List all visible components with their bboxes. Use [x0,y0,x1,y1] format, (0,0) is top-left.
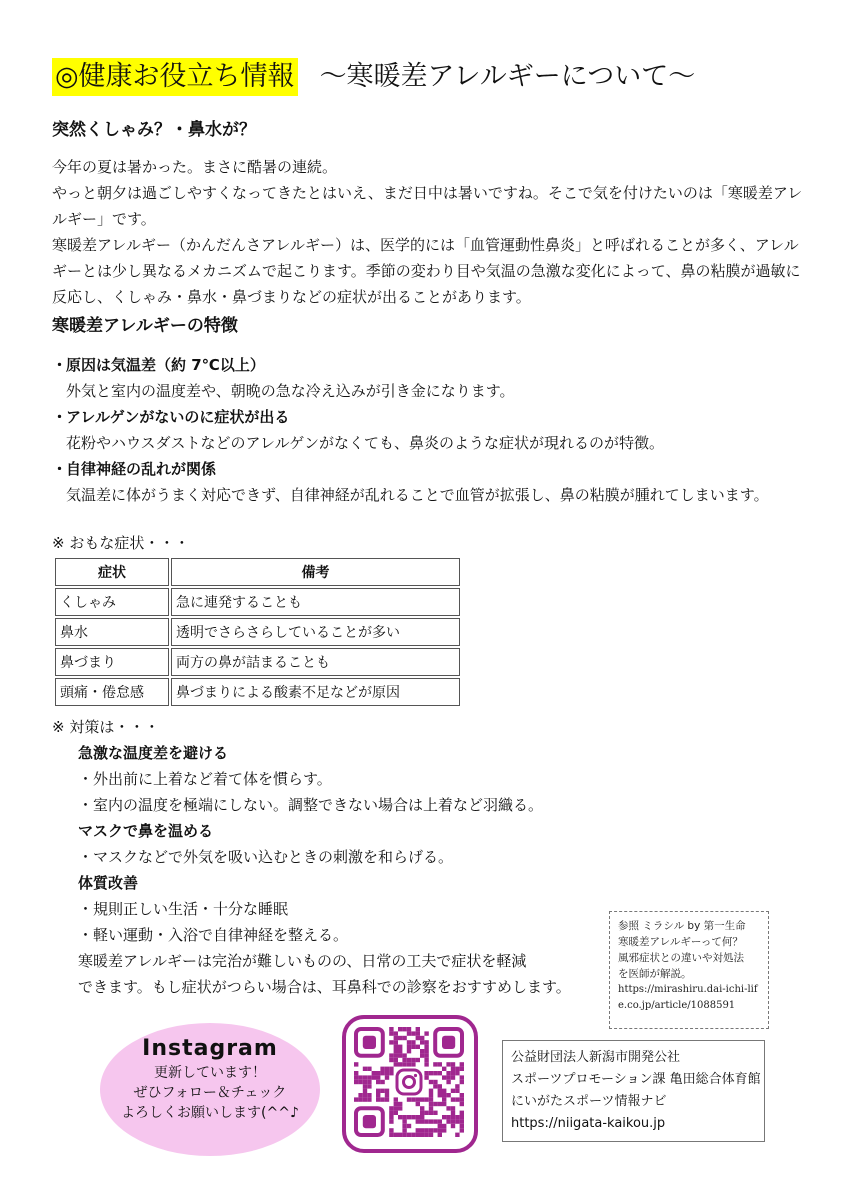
intro-heading: 突然くしゃみ？・鼻水が？ [52,120,256,140]
qr-module [438,1062,442,1066]
qr-module [460,1080,464,1084]
qr-module [411,1133,415,1137]
closing-line: 寒暖差アレルギーは完治が難しいものの、日常の工夫で症状を軽減 [78,952,527,970]
qr-module [407,1124,411,1128]
instagram-line: ぜひフォロー＆チェック [133,1085,287,1101]
qr-module [411,1097,415,1101]
qr-module [442,1115,446,1119]
qr-module [358,1080,362,1084]
instagram-promo [100,1023,320,1156]
qr-module [385,1075,389,1079]
qr-module [442,1124,446,1128]
symptom-table [53,556,462,708]
qr-module [420,1040,424,1044]
qr-module [429,1133,433,1137]
qr-module [433,1084,437,1088]
feature-title: アレルゲンがないのに症状が出る [66,408,290,426]
features-heading: 寒暖差アレルギーの特徴 [52,316,238,336]
measure-item: ・規則正しい生活・十分な睡眠 [78,900,289,918]
qr-module [389,1115,393,1119]
qr-module [429,1119,433,1123]
qr-module [402,1124,406,1128]
qr-module [446,1062,450,1066]
qr-module [451,1097,455,1101]
page-title [52,58,812,98]
instagram-title: Instagram [142,1036,278,1061]
reference-line: を医師が解説。 [618,968,692,980]
qr-module [429,1102,433,1106]
qr-module [376,1089,380,1093]
table-cell: 鼻づまりによる酸素不足などが原因 [171,678,460,706]
qr-module [385,1089,389,1093]
qr-module [420,1133,424,1137]
qr-module [389,1053,393,1057]
qr-module [389,1119,393,1123]
qr-module [363,1089,367,1093]
qr-module [451,1071,455,1075]
table-header: 症状 [55,558,169,586]
measure-item: ・外出前に上着など着て体を慣らす。 [78,770,332,788]
qr-module [394,1133,398,1137]
qr-module [416,1036,420,1040]
bullet: ・ [52,356,68,374]
qr-module [438,1133,442,1137]
qr-module [416,1031,420,1035]
qr-module [442,1102,446,1106]
qr-module [438,1093,442,1097]
qr-module [460,1111,464,1115]
qr-module [398,1027,402,1031]
table-row [55,618,460,646]
qr-module [402,1027,406,1031]
qr-module [358,1075,362,1079]
feature-title: 自律神経の乱れが関係 [66,460,217,478]
qr-module [429,1093,433,1097]
qr-module [416,1128,420,1132]
qr-module [416,1115,420,1119]
feature-item [52,352,812,404]
qr-module [372,1071,376,1075]
qr-module [424,1049,428,1053]
intro-text [52,154,812,310]
qr-module [394,1031,398,1035]
feature-text: 気温差に体がうまく対応できず、自律神経が乱れることで血管が拡張し、鼻の粘膜が腫れてしまいます。 [66,486,769,504]
qr-module [407,1097,411,1101]
qr-module [402,1062,406,1066]
qr-module [402,1133,406,1137]
qr-module [433,1128,437,1132]
qr-module [451,1115,455,1119]
qr-module [416,1133,420,1137]
qr-module [394,1097,398,1101]
qr-module [411,1045,415,1049]
qr-module [394,1040,398,1044]
qr-module [402,1036,406,1040]
qr-module [424,1071,428,1075]
qr-module [446,1071,450,1075]
qr-module [411,1031,415,1035]
qr-module [389,1111,393,1115]
intro-line: やっと朝夕は過ごしやすくなってきたとはいえ、まだ日中は暑いですね。そこで気を付けたいのは「寒暖差アレルギー」です。 [52,184,803,228]
org-line: 公益財団法人新潟市開発公社 [511,1050,681,1065]
qr-module [402,1115,406,1119]
qr-module [433,1080,437,1084]
feature-item [52,456,812,508]
symptoms-note: ※ おもな症状・・・ [52,534,190,552]
qr-module [442,1097,446,1101]
qr-module [394,1049,398,1053]
bullet: ・ [52,460,68,478]
feature-text: 花粉やハウスダストなどのアレルゲンがなくても、鼻炎のような症状が現れるのが特徴。 [66,434,664,452]
org-line: スポーツプロモーション課 亀田総合体育館 [511,1072,761,1087]
qr-module [407,1049,411,1053]
qr-module [420,1053,424,1057]
qr-module [398,1115,402,1119]
qr-module [363,1093,367,1097]
qr-module [411,1062,415,1066]
table-cell: 鼻づまり [55,648,169,676]
qr-module [407,1058,411,1062]
qr-module [424,1031,428,1035]
qr-module [376,1097,380,1101]
qr-finder-center [363,1115,376,1128]
qr-module [433,1119,437,1123]
reference-line: 風邪症状との違いや対処法 [618,952,744,964]
qr-module [424,1119,428,1123]
table-cell: 頭痛・倦怠感 [55,678,169,706]
measure-item: ・マスクなどで外気を吸い込むときの刺激を和らげる。 [78,848,454,866]
qr-module [424,1111,428,1115]
qr-module [402,1053,406,1057]
qr-module [451,1119,455,1123]
qr-finder-center [442,1036,455,1049]
qr-module [446,1075,450,1079]
qr-module [389,1071,393,1075]
qr-module [363,1080,367,1084]
qr-module [429,1089,433,1093]
reference-line: 参照 ミラシル by 第一生命 [618,920,746,932]
qr-module [442,1093,446,1097]
qr-module [376,1071,380,1075]
qr-module [380,1080,384,1084]
qr-module [394,1036,398,1040]
qr-module [424,1062,428,1066]
qr-module [420,1106,424,1110]
qr-module [424,1045,428,1049]
org-line: にいがたスポーツ情報ナビ [511,1094,667,1109]
qr-module [438,1128,442,1132]
qr-module [460,1075,464,1079]
qr-module [367,1067,371,1071]
qr-module [455,1097,459,1101]
qr-module [460,1097,464,1101]
qr-module [367,1080,371,1084]
qr-module [460,1119,464,1123]
qr-module [442,1067,446,1071]
qr-module [455,1071,459,1075]
table-cell: 急に連発することも [171,588,460,616]
qr-module [460,1102,464,1106]
qr-module [424,1128,428,1132]
qr-module [460,1124,464,1128]
qr-module [424,1133,428,1137]
measures-list [78,740,618,1000]
instagram-line: 更新しています！ [154,1065,266,1081]
qr-module [446,1093,450,1097]
title-sub: ～寒暖差アレルギーについて～ [319,61,696,92]
reference-url[interactable]: https://mirashiru.dai-ichi-life.co.jp/article/1088591 [618,984,758,1011]
qr-module [411,1058,415,1062]
qr-module [372,1075,376,1079]
qr-module [363,1075,367,1079]
qr-module [451,1106,455,1110]
title-main: ◎健康お役立ち情報 [52,58,298,96]
intro-line: 寒暖差アレルギー（かんだんさアレルギー）は、医学的には「血管運動性鼻炎」と呼ばれることが多く、アレルギーとは少し異なるメカニズムで起こります。季節の変わり目や気温の急激な変化によって、鼻の粘膜が過敏に反応し、くしゃみ・鼻水・鼻づまりなどの症状が出ることがあります。 [52,236,801,306]
table-row [55,678,460,706]
qr-module [394,1106,398,1110]
qr-module [389,1133,393,1137]
qr-module [389,1031,393,1035]
qr-module [367,1093,371,1097]
qr-module [380,1067,384,1071]
qr-module [416,1058,420,1062]
qr-module [424,1058,428,1062]
qr-module [402,1058,406,1062]
qr-module [446,1106,450,1110]
qr-module [416,1097,420,1101]
qr-module [429,1097,433,1101]
qr-module [407,1133,411,1137]
qr-code[interactable] [342,1015,478,1153]
qr-module [385,1097,389,1101]
qr-module [429,1106,433,1110]
qr-module [398,1049,402,1053]
qr-module [398,1053,402,1057]
qr-module [429,1071,433,1075]
qr-module [438,1084,442,1088]
qr-module [433,1111,437,1115]
qr-module [420,1097,424,1101]
reference-line: 寒暖差アレルギーって何？ [618,936,743,948]
qr-module [354,1097,358,1101]
qr-module [433,1071,437,1075]
instagram-icon [394,1067,424,1097]
qr-module [354,1075,358,1079]
qr-module [363,1084,367,1088]
qr-module [442,1128,446,1132]
qr-module [420,1115,424,1119]
qr-module [451,1062,455,1066]
qr-module [451,1089,455,1093]
organization-box [502,1040,765,1142]
qr-module [389,1067,393,1071]
qr-module [460,1128,464,1132]
table-header: 備考 [171,558,460,586]
qr-module [354,1071,358,1075]
measure-title: 急激な温度差を避ける [78,744,229,762]
bullet: ・ [52,408,68,426]
qr-module [398,1062,402,1066]
qr-module [385,1067,389,1071]
qr-module [398,1045,402,1049]
qr-module [376,1080,380,1084]
qr-module [455,1119,459,1123]
qr-module [367,1084,371,1088]
qr-module [398,1106,402,1110]
qr-module [424,1097,428,1101]
qr-module [407,1062,411,1066]
qr-module [424,1075,428,1079]
qr-module [380,1089,384,1093]
qr-module [398,1102,402,1106]
qr-module [460,1067,464,1071]
qr-module [438,1102,442,1106]
qr-module [455,1067,459,1071]
qr-module [416,1119,420,1123]
qr-module [411,1115,415,1119]
qr-module [429,1128,433,1132]
qr-module [394,1053,398,1057]
qr-module [367,1097,371,1101]
qr-module [460,1115,464,1119]
qr-module [420,1119,424,1123]
qr-module [389,1027,393,1031]
measure-title: 体質改善 [78,874,139,892]
org-url[interactable]: https://niigata-kaikou.jp [511,1116,666,1131]
qr-module [407,1115,411,1119]
qr-module [354,1062,358,1066]
qr-module [460,1062,464,1066]
qr-module [407,1031,411,1035]
table-cell: 透明でさらさらしていることが多い [171,618,460,646]
qr-module [438,1071,442,1075]
measure-title: マスクで鼻を温める [78,822,214,840]
qr-module [402,1119,406,1123]
qr-module [420,1049,424,1053]
qr-module [358,1093,362,1097]
qr-module [438,1124,442,1128]
qr-module [389,1128,393,1132]
qr-module [429,1080,433,1084]
qr-module [416,1102,420,1106]
qr-module [416,1045,420,1049]
qr-module [420,1036,424,1040]
measure-item: ・軽い運動・入浴で自律神経を整える。 [78,926,349,944]
instagram-line: よろしくお願いします(^^♪ [121,1105,299,1121]
features-list [52,352,812,508]
qr-module [394,1058,398,1062]
table-cell: 両方の鼻が詰まることも [171,648,460,676]
qr-module [407,1027,411,1031]
qr-module [451,1111,455,1115]
qr-module [446,1119,450,1123]
qr-module [389,1040,393,1044]
qr-module [424,1053,428,1057]
qr-module [424,1040,428,1044]
qr-module [446,1080,450,1084]
qr-module [442,1089,446,1093]
qr-module [420,1128,424,1132]
qr-module [380,1097,384,1101]
feature-title: 原因は気温差（約 7℃以上） [66,356,265,374]
feature-text: 外気と室内の温度差や、朝晩の急な冷え込みが引き金になります。 [66,382,515,400]
measure-item: ・室内の温度を極端にしない。調整できない場合は上着など羽織る。 [78,796,544,814]
qr-module [420,1111,424,1115]
qr-module [398,1133,402,1137]
qr-module [433,1062,437,1066]
qr-module [451,1067,455,1071]
qr-module [376,1093,380,1097]
feature-item [52,404,812,456]
intro-line: 今年の夏は暑かった。まさに酷暑の連続。 [52,158,338,176]
qr-module [438,1089,442,1093]
closing-line: できます。もし症状がつらい場合は、耳鼻科での診察をおすすめします。 [78,978,571,996]
qr-module [446,1115,450,1119]
qr-module [394,1111,398,1115]
qr-module [455,1084,459,1088]
qr-module [429,1111,433,1115]
qr-module [442,1075,446,1079]
qr-module [433,1102,437,1106]
qr-module [363,1097,367,1101]
qr-module [460,1093,464,1097]
qr-module [416,1027,420,1031]
qr-module [380,1071,384,1075]
qr-module [385,1071,389,1075]
qr-module [438,1119,442,1123]
qr-module [394,1045,398,1049]
qr-module [389,1106,393,1110]
qr-module [451,1124,455,1128]
qr-module [455,1115,459,1119]
qr-module [407,1040,411,1044]
qr-code-graphic [352,1025,468,1143]
qr-module [398,1036,402,1040]
qr-module [394,1102,398,1106]
qr-module [376,1075,380,1079]
table-row [55,588,460,616]
qr-module [358,1097,362,1101]
reference-box [609,911,769,1029]
qr-module [411,1040,415,1044]
measures-note: ※ 対策は・・・ [52,718,160,736]
qr-module [455,1133,459,1137]
table-cell: 鼻水 [55,618,169,646]
qr-module [385,1093,389,1097]
qr-module [363,1067,367,1071]
table-cell: くしゃみ [55,588,169,616]
qr-module [394,1062,398,1066]
qr-module [407,1045,411,1049]
table-row [55,648,460,676]
table-header-row [55,558,460,586]
qr-module [367,1075,371,1079]
qr-module [389,1058,393,1062]
qr-module [402,1128,406,1132]
qr-module [354,1080,358,1084]
qr-module [451,1075,455,1079]
qr-module [455,1089,459,1093]
qr-finder-center [363,1036,376,1049]
